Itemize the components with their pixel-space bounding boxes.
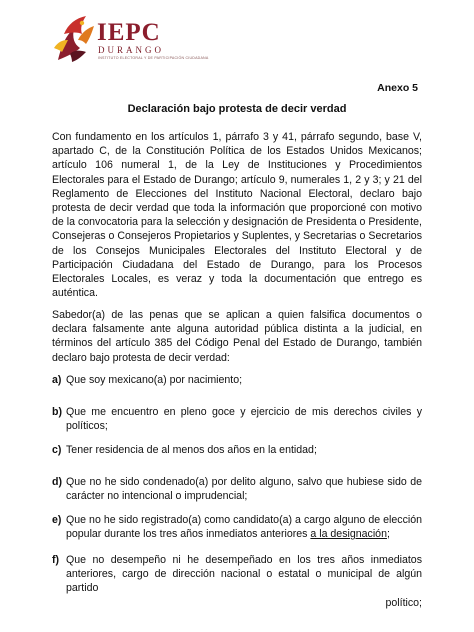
item-text: Tener residencia de al menos dos años en la entidad; xyxy=(66,444,317,456)
item-letter: b) xyxy=(52,406,62,418)
paragraph-declaration-intro: Sabedor(a) de las penas que se aplican a quien falsifica documentos o declara falsamente ante alguna autoridad pública distinta a la judicial, en términos del artículo 385 del Código Penal del Estado de Durango, también declaro bajo protesta de decir verdad: xyxy=(52,309,422,364)
item-text-block xyxy=(66,513,422,541)
item-last-line: político; xyxy=(385,596,422,609)
item-text: Que no desempeño ni he desempeñado en los tres años inmediatos anteriores, cargo de dirección nacional o estatal o municipal de algún partido xyxy=(66,554,422,595)
paragraph-legal-basis: Con fundamento en los artículos 1, párrafo 3 y 41, párrafo segundo, base V, apartado C, de la Constitución Política de los Estados Unidos Mexicanos; artículo 106 numeral 1, de la Ley de Instituciones y Procedimientos Electorales para el Estado de Durango; artículo 9, numerales 1, 2 y 3; y 21 del Reglamento de Elecciones del Instituto Nacional Electoral, declaro bajo protesta de decir verdad que toda la información que proporcioné con motivo de la convocatoria para la selección y designación de Presidenta o Presidente, Consejeras o Consejeros Propietarios y Suplentes, y Secretarias o Secretarios de los Consejos Municipales Electorales del Instituto Electoral y de Participación Ciudadana del Estado de Durango, para los Procesos Electorales Locales, es veraz y toda la documentación que entrego es auténtica. xyxy=(52,131,422,300)
item-text: Que no he sido condenado(a) por delito alguno, salvo que hubiese sido de carácter no intencional o imprudencial; xyxy=(66,476,422,503)
item-text: Que no he sido registrado(a) como candidato(a) a cargo alguno de elección popular durante los tres años inmediatos anteriores xyxy=(66,514,422,541)
item-text: Que me encuentro en pleno goce y ejercicio de mis derechos civiles y políticos; xyxy=(66,406,422,433)
logo-place: DURANGO xyxy=(98,45,164,55)
item-text-block xyxy=(66,553,422,610)
item-letter: a) xyxy=(52,374,62,386)
item-text-end: ; xyxy=(386,528,390,541)
item-underlined-text: a la designación xyxy=(310,528,387,541)
logo-name: IEPC xyxy=(97,19,161,46)
annex-label: Anexo 5 xyxy=(377,82,418,94)
iepc-logo xyxy=(52,14,212,66)
item-letter: d) xyxy=(52,476,62,488)
document-title: Declaración bajo protesta de decir verdad xyxy=(127,103,347,115)
logo-tagline: INSTITUTO ELECTORAL Y DE PARTICIPACIÓN CIUDADANA xyxy=(98,56,209,60)
item-letter: e) xyxy=(52,514,62,526)
item-letter: c) xyxy=(52,444,62,456)
iepc-emblem-icon xyxy=(52,14,96,66)
item-text: Que soy mexicano(a) por nacimiento; xyxy=(66,374,243,386)
item-letter: f) xyxy=(52,554,60,566)
